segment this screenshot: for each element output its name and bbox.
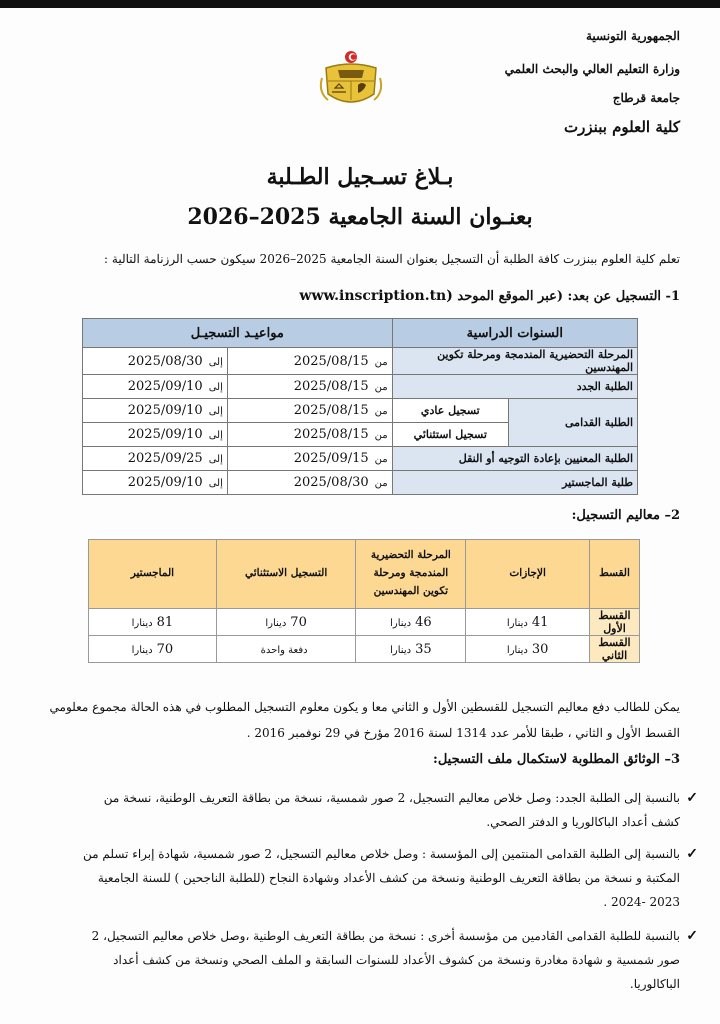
section-2-heading: 2– معاليم التسجيل: (571, 508, 680, 523)
document-page (0, 8, 720, 1024)
fees-cell: 35دينارا (356, 636, 466, 663)
item-line: المكتبة و نسخة من بطاقة التعريف الوطنية ونسخة من كشف الأعداد وشهادة النجاح (للطلبة الناجحين ) للسنة الجامعية (97, 871, 680, 885)
date-prefix: من (374, 406, 388, 417)
row-sub-label: تسجيل استثنائي (393, 423, 509, 447)
date-value: 2025/09/10 (127, 427, 203, 442)
date-to-cell (83, 348, 228, 375)
date-value: 2025/08/15 (293, 379, 369, 394)
table-row (83, 399, 638, 423)
row-label: طلبة الماجستير (392, 471, 637, 495)
date-value: 2025/09/10 (127, 379, 203, 394)
row-sub-label: تسجيل عادي (393, 399, 509, 423)
intro-text: تعلم كلية العلوم ببنزرت كافة الطلبة أن التسجيل بعنوان السنة الجامعية 2025–2026 سيكون حسب الرزنامة التالية : (104, 252, 680, 266)
date-value: 2025/08/15 (293, 427, 369, 442)
list-item (25, 924, 698, 996)
fees-table (88, 539, 640, 663)
header-registration-dates: مواعيـد التسجيـل (83, 319, 393, 348)
table-header-row (83, 319, 638, 348)
fees-header-row (89, 540, 640, 609)
date-to-cell (83, 447, 228, 471)
header-university: جامعة قرطاج (612, 91, 680, 105)
row-group-label: الطلبة القدامى (509, 399, 638, 446)
date-prefix: من (374, 454, 388, 465)
paragraph-line: يمكن للطالب دفع معاليم التسجيل للقسطين الأول و الثاني معا و يكون معلوم التسجيل المطلوب في هذه الحالة مجموع معلومي (49, 700, 680, 714)
header-academic-years: السنوات الدراسية (392, 319, 637, 348)
item-line: 2023 -2024 . (603, 895, 680, 909)
date-value: 2025/09/10 (127, 403, 203, 418)
date-from-cell (227, 348, 392, 375)
table-row (89, 636, 640, 663)
date-from-cell (227, 423, 392, 447)
date-prefix: إلى (208, 430, 223, 441)
date-prefix: إلى (208, 478, 223, 489)
fees-header-prep: المرحلة التحضيرية المندمجة ومرحلة تكوين المهندسين (356, 540, 466, 609)
date-value: 2025/08/15 (293, 403, 369, 418)
registration-dates-table (82, 318, 638, 495)
date-prefix: إلى (208, 356, 223, 368)
fees-row-label: القسط الثاني (590, 636, 640, 663)
fees-cell: 81دينارا (89, 609, 217, 636)
row-label: الطلبة الجدد (392, 375, 637, 399)
old-students-group-cell (392, 399, 637, 447)
academic-year-title: بعنـوان السنة الجامعية 2025–2026 (187, 204, 533, 230)
section-3-heading: 3– الوثائق المطلوبة لاستكمال ملف التسجيل: (433, 752, 680, 767)
fees-cell: 30دينارا (466, 636, 590, 663)
date-prefix: من (374, 478, 388, 489)
date-prefix: من (374, 430, 388, 441)
fees-header-exceptional: التسجيل الاستثنائي (216, 540, 356, 609)
payment-paragraph (40, 694, 680, 746)
date-prefix: إلى (208, 406, 223, 417)
checkmark-icon: ✓ (686, 790, 698, 806)
table-row (83, 375, 638, 399)
item-line: بالنسبة إلى الطلبة الجدد: وصل خلاص معاليم التسجيل، 2 صور شمسية، نسخة من بطاقة التعريف الوطنية، نسخة من (103, 791, 680, 805)
item-line: بالنسبة للطلبة القدامى القادمين من مؤسسة أخرى : نسخة من بطاقة التعريف الوطنية ،وصل خلاص معاليم التسجيل، 2 (91, 929, 680, 943)
fees-cell: 70دينارا (89, 636, 217, 663)
item-line: كشف أعداد الباكالوريا و الدفتر الصحي. (486, 815, 680, 829)
date-value: 2025/08/30 (127, 353, 203, 369)
header-country: الجمهورية التونسية (585, 29, 680, 43)
date-to-cell (83, 375, 228, 399)
date-prefix: إلى (208, 382, 223, 393)
header-faculty: كلية العلوم ببنزرت (564, 118, 680, 136)
fees-cell: دفعة واحدة (216, 636, 356, 663)
table-row (83, 348, 638, 375)
date-value: 2025/08/15 (293, 353, 369, 369)
date-to-cell (83, 423, 228, 447)
section-1-label: 1- التسجيل عن بعد: (عبر الموقع الموحد (457, 289, 680, 304)
header-ministry: وزارة التعليم العالي والبحث العلمي (504, 62, 680, 76)
inscription-website: www.inscription.tn) (299, 288, 453, 304)
date-to-cell (83, 399, 228, 423)
tunisia-coat-of-arms-logo (318, 48, 384, 110)
fees-cell: 70دينارا (216, 609, 356, 636)
item-line: بالنسبة إلى الطلبة القدامى المنتمين إلى المؤسسة : وصل خلاص معاليم التسجيل، 2 صور شمسية، شهادة إبراء تسلم من (83, 847, 680, 861)
list-item (25, 842, 698, 914)
fees-header-installment: القسط (590, 540, 640, 609)
item-line: صور شمسية و شهادة مغادرة ونسخة من كشوف الأعداد للسنوات السابقة و الملف الصحي ونسخة من كشف أعداد (113, 953, 680, 967)
table-row (83, 447, 638, 471)
list-item (25, 786, 698, 834)
table-row (89, 609, 640, 636)
item-line: الباكالوريا. (629, 977, 680, 991)
date-prefix: من (374, 356, 388, 368)
fees-header-master: الماجستير (89, 540, 217, 609)
fees-row-label: القسط الأول (590, 609, 640, 636)
date-value: 2025/09/10 (127, 475, 203, 490)
row-label: المرحلة التحضيرية المندمجة ومرحلة تكوين المهندسين (392, 348, 637, 375)
fees-cell: 41دينارا (466, 609, 590, 636)
top-dark-bar (0, 0, 720, 8)
date-value: 2025/09/15 (293, 451, 369, 466)
paragraph-line: القسط الأول و الثاني ، طبقا للأمر عدد 1314 لسنة 2016 مؤرخ في 29 نوفمبر 2016 . (246, 726, 680, 740)
date-prefix: من (374, 382, 388, 393)
date-from-cell (227, 375, 392, 399)
row-label: الطلبة المعنيين بإعادة التوجيه أو النقل (392, 447, 637, 471)
date-from-cell (227, 399, 392, 423)
date-from-cell (227, 447, 392, 471)
date-value: 2025/08/30 (293, 475, 369, 490)
date-from-cell (227, 471, 392, 495)
date-prefix: إلى (208, 454, 223, 465)
date-value: 2025/09/25 (127, 451, 203, 466)
date-to-cell (83, 471, 228, 495)
table-row (83, 471, 638, 495)
announcement-title: بـلاغ تسـجيل الطـلبة (266, 164, 454, 190)
checkmark-icon: ✓ (686, 928, 698, 944)
fees-header-licence: الإجازات (466, 540, 590, 609)
section-1-heading (299, 288, 680, 304)
fees-cell: 46دينارا (356, 609, 466, 636)
checkmark-icon: ✓ (686, 846, 698, 862)
